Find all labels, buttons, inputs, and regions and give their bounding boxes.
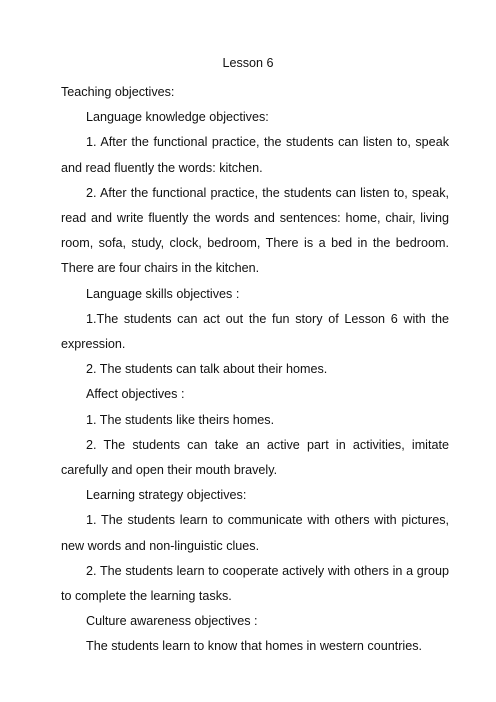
paragraph: 2. After the functional practice, the students can listen to, speak, read and write fluently the words and sentences: home, chair, living room, sofa, study, clock, bedroom, There is a bed in the bedroom. There are four chairs in the kitchen. <box>61 185 449 276</box>
paragraph: 2. The students can take an active part in activities, imitate carefully and open their mouth bravely. <box>61 437 449 478</box>
subheading-language-knowledge: Language knowledge objectives: <box>86 110 269 125</box>
subheading-culture-awareness: Culture awareness objectives : <box>86 614 258 629</box>
subheading-language-skills: Language skills objectives : <box>86 286 240 301</box>
paragraph: 1. The students learn to communicate with others with pictures, new words and non-linguistic clues. <box>61 513 449 553</box>
paragraph: 1. After the functional practice, the students can listen to, speak and read fluently the words: kitchen. <box>61 135 449 175</box>
paragraph: The students learn to know that homes in western countries. <box>86 639 423 654</box>
paragraph: 1.The students can act out the fun story of Lesson 6 with the expression. <box>61 311 449 352</box>
document-body <box>61 80 449 660</box>
paragraph: 2. The students can talk about their homes. <box>86 362 328 377</box>
document-title: Lesson 6 <box>222 56 274 70</box>
subheading-learning-strategy: Learning strategy objectives: <box>86 488 247 503</box>
paragraph: 2. The students learn to cooperate actively with others in a group to complete the learning tasks. <box>61 563 449 604</box>
paragraph: 1. The students like theirs homes. <box>86 412 275 427</box>
section-heading: Teaching objectives: <box>61 85 175 99</box>
subheading-affect: Affect objectives : <box>86 387 185 402</box>
